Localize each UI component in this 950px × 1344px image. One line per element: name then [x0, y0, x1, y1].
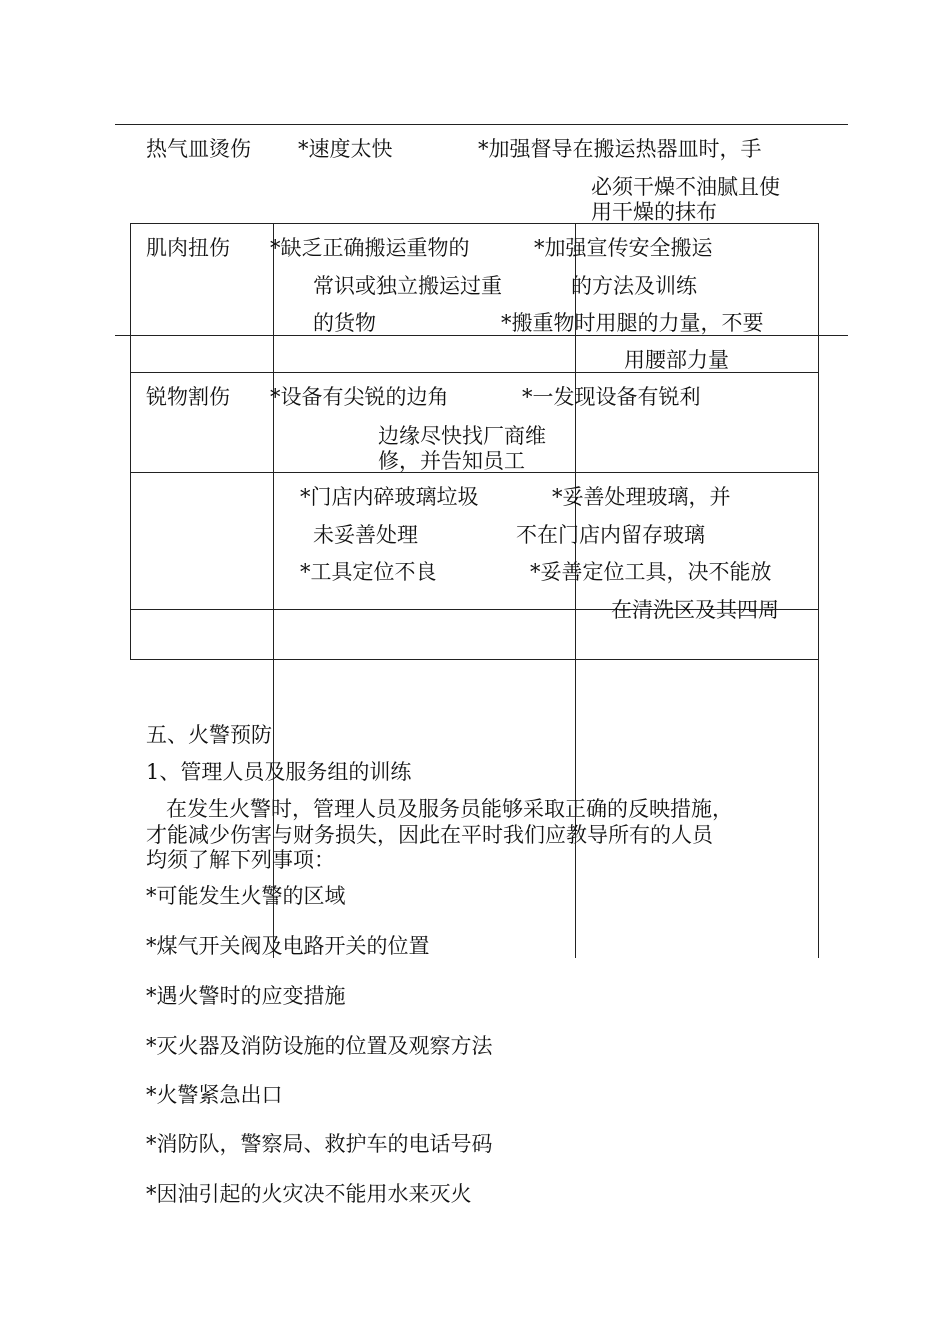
- row1-measure-line1: *加强督导在搬运热器皿时，手: [478, 137, 762, 161]
- table-rule: [818, 223, 819, 958]
- row2-measure-line3: *搬重物时用腿的力量，不要: [501, 311, 764, 335]
- table-rule: [130, 223, 131, 659]
- row2-cause-line3: 的货物: [313, 311, 376, 335]
- table-rule: [115, 124, 848, 125]
- row4-measure1-line2: 不在门店内留存玻璃: [516, 523, 705, 547]
- list-item: *遇火警时的应变措施: [146, 984, 346, 1008]
- row1-measure-line2: 必须干燥不油腻且使: [591, 175, 780, 199]
- row4-measure1-line1: *妥善处理玻璃，并: [552, 485, 731, 509]
- row2-measure-line4: 用腰部力量: [624, 348, 729, 372]
- row4-cause1-line1: *门店内碎玻璃垃圾: [300, 485, 479, 509]
- paragraph-line3: 均须了解下列事项：: [146, 848, 335, 872]
- row4-measure2-line1: *妥善定位工具，决不能放: [530, 560, 772, 584]
- list-item: *火警紧急出口: [146, 1083, 283, 1107]
- row2-cause-line2: 常识或独立搬运过重: [313, 274, 502, 298]
- paragraph-line1: 在发生火警时，管理人员及服务员能够采取正确的反映措施，: [166, 797, 733, 821]
- list-item: *煤气开关阀及电路开关的位置: [146, 934, 430, 958]
- row2-cause-line1: *缺乏正确搬运重物的: [270, 236, 470, 260]
- list-item: *因油引起的火灾决不能用水来灭火: [146, 1182, 472, 1206]
- section-heading: 五、火警预防: [146, 723, 272, 747]
- row4-cause2: *工具定位不良: [300, 560, 437, 584]
- row3-cause: *设备有尖锐的边角: [270, 385, 449, 409]
- row4-measure2-line2: 在清洗区及其四周: [611, 598, 779, 622]
- row1-hazard: 热气皿烫伤: [146, 137, 251, 161]
- row1-measure-line3: 用干燥的抹布: [591, 200, 717, 224]
- list-item: *灭火器及消防设施的位置及观察方法: [146, 1034, 493, 1058]
- row3-measure-line2: 边缘尽快找厂商维: [378, 424, 546, 448]
- row3-measure-line1: *一发现设备有锐利: [522, 385, 701, 409]
- row2-measure-line2: 的方法及训练: [571, 274, 697, 298]
- section-subheading: 1、管理人员及服务组的训练: [146, 760, 412, 784]
- list-item: *消防队，警察局、救护车的电话号码: [146, 1132, 493, 1156]
- row1-cause: *速度太快: [298, 137, 393, 161]
- row2-measure-line1: *加强宣传安全搬运: [534, 236, 713, 260]
- row3-hazard: 锐物割伤: [146, 385, 230, 409]
- row3-measure-line3: 修，并告知员工: [378, 449, 525, 473]
- row2-hazard: 肌肉扭伤: [146, 236, 230, 260]
- list-item: *可能发生火警的区域: [146, 884, 346, 908]
- row4-cause1-line2: 未妥善处理: [313, 523, 418, 547]
- paragraph-line2: 才能减少伤害与财务损失，因此在平时我们应教导所有的人员: [146, 823, 713, 847]
- table-rule: [130, 659, 819, 660]
